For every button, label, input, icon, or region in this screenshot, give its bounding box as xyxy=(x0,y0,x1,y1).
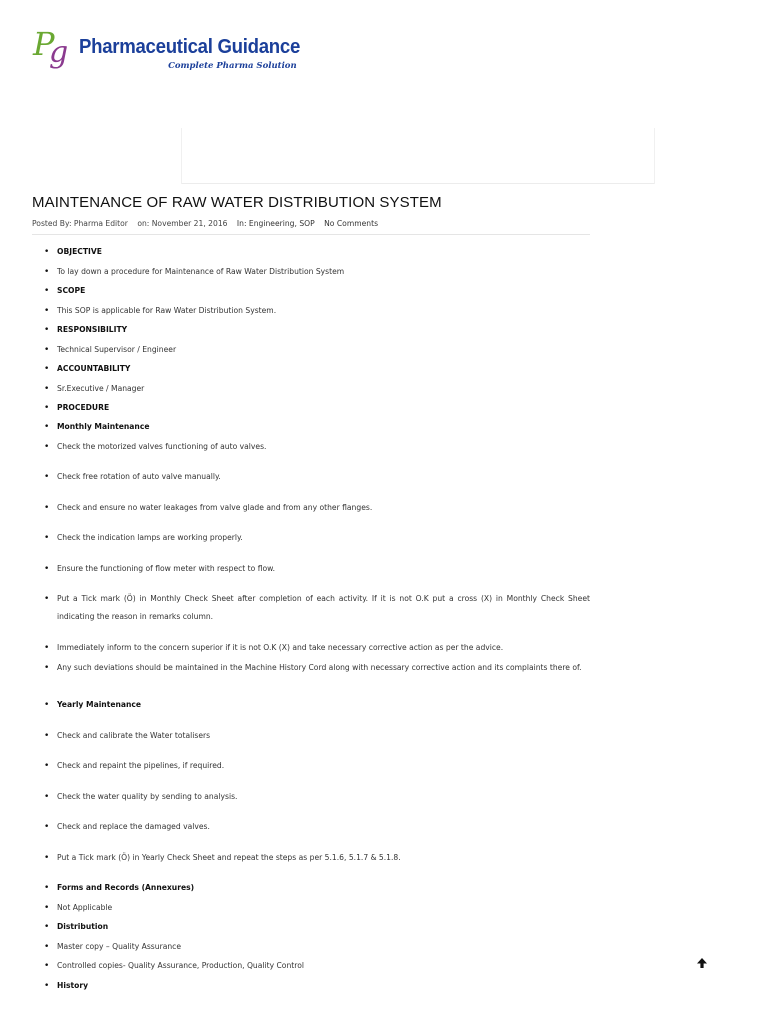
list-item xyxy=(45,529,590,547)
meta-categories[interactable]: In: Engineering, SOP xyxy=(236,219,315,228)
list-item-text: • PROCEDURE xyxy=(57,403,110,412)
meta-author: Posted By: Pharma Editor xyxy=(32,219,128,228)
list-item-text: • Ensure the functioning of flow meter with respect to flow. xyxy=(57,564,276,573)
list-item-text: • Master copy – Quality Assurance xyxy=(57,942,182,951)
list-item-text: • ACCOUNTABILITY xyxy=(57,364,131,373)
site-title: Pharmaceutical Guidance xyxy=(79,36,301,58)
list-item-text: • Sr.Executive / Manager xyxy=(57,384,145,393)
list-item xyxy=(45,243,590,261)
list-item-text: • Check and replace the damaged valves. xyxy=(57,822,210,831)
list-item-text: • Check and repaint the pipelines, if required. xyxy=(57,761,225,770)
list-item-text: • Forms and Records (Annexures) xyxy=(57,883,195,892)
logo-monogram xyxy=(33,25,77,70)
site-logo[interactable] xyxy=(33,25,317,71)
list-item xyxy=(45,899,590,917)
list-item-text: • Technical Supervisor / Engineer xyxy=(57,345,177,354)
list-item xyxy=(45,263,590,281)
list-item-text: • Yearly Maintenance xyxy=(57,700,142,709)
list-item-text: • Not Applicable xyxy=(57,903,113,912)
article-title: MAINTENANCE OF RAW WATER DISTRIBUTION SYSTEM xyxy=(32,194,442,211)
list-item xyxy=(45,321,590,339)
divider xyxy=(32,234,590,235)
list-item-text: • History xyxy=(57,981,89,990)
list-item xyxy=(45,938,590,956)
list-item-text: • Controlled copies- Quality Assurance, Production, Quality Control xyxy=(57,961,304,970)
list-item-text: • Put a Tick mark (Ö) in Yearly Check Sheet and repeat the steps as per 5.1.6, 5.1.7 & 5.1.8. xyxy=(57,853,401,862)
list-item-text: • Put a Tick mark (Ö) in Monthly Check Sheet after completion of each activity. If it is not O.K put a cross (X) in Monthly Check Sheet indicating the reason in remarks column. xyxy=(57,594,590,621)
list-item xyxy=(45,849,590,867)
list-item xyxy=(45,380,590,398)
list-item-text: • Check the indication lamps are working properly. xyxy=(57,533,243,542)
list-item xyxy=(45,659,590,677)
meta-date: on: November 21, 2016 xyxy=(137,219,228,228)
list-item-text: • SCOPE xyxy=(57,286,86,295)
back-to-top-button[interactable] xyxy=(695,955,709,969)
article-meta xyxy=(32,219,385,228)
meta-comments-link[interactable]: No Comments xyxy=(324,219,379,228)
list-item-text: • Distribution xyxy=(57,922,109,931)
list-item-text: • Check and calibrate the Water totalisers xyxy=(57,731,211,740)
logo-letter-p: P xyxy=(33,25,55,63)
list-item xyxy=(45,360,590,378)
list-item xyxy=(45,302,590,320)
list-item-text: • Check and ensure no water leakages from valve glade and from any other flanges. xyxy=(57,503,373,512)
arrow-up-icon xyxy=(695,956,709,970)
list-item-text: • Any such deviations should be maintained in the Machine History Cord along with necessary corrective action and its complaints there of. xyxy=(57,663,582,672)
list-item-text: • Immediately inform to the concern superior if it is not O.K (X) and take necessary corrective action as per the advice. xyxy=(57,643,504,652)
list-item xyxy=(45,399,590,417)
list-item xyxy=(45,918,590,936)
site-tagline: Complete Pharma Solution xyxy=(168,61,297,71)
list-item xyxy=(45,727,590,745)
list-item xyxy=(45,977,590,995)
list-item xyxy=(45,560,590,578)
list-item-text: • Check free rotation of auto valve manually. xyxy=(57,472,221,481)
list-item xyxy=(45,788,590,806)
list-item xyxy=(45,438,590,456)
list-item-text: • This SOP is applicable for Raw Water Distribution System. xyxy=(57,306,277,315)
list-item xyxy=(45,341,590,359)
logo-letter-g: g xyxy=(49,35,69,70)
list-item xyxy=(45,282,590,300)
list-item xyxy=(45,468,590,486)
list-item-text: • OBJECTIVE xyxy=(57,247,102,256)
list-item xyxy=(45,957,590,975)
ad-placeholder xyxy=(181,128,655,184)
list-item-text: • Monthly Maintenance xyxy=(57,422,150,431)
list-item xyxy=(45,590,590,626)
list-item xyxy=(45,757,590,775)
list-item xyxy=(45,818,590,836)
list-item-text: • Check the water quality by sending to analysis. xyxy=(57,792,238,801)
list-item-text: • RESPONSIBILITY xyxy=(57,325,128,334)
list-item xyxy=(45,879,590,897)
list-item xyxy=(45,696,590,714)
list-item-text: • Check the motorized valves functioning of auto valves. xyxy=(57,442,267,451)
list-item xyxy=(45,418,590,436)
list-item xyxy=(45,639,590,657)
list-item-text: • To lay down a procedure for Maintenance of Raw Water Distribution System xyxy=(57,267,345,276)
list-item xyxy=(45,499,590,517)
